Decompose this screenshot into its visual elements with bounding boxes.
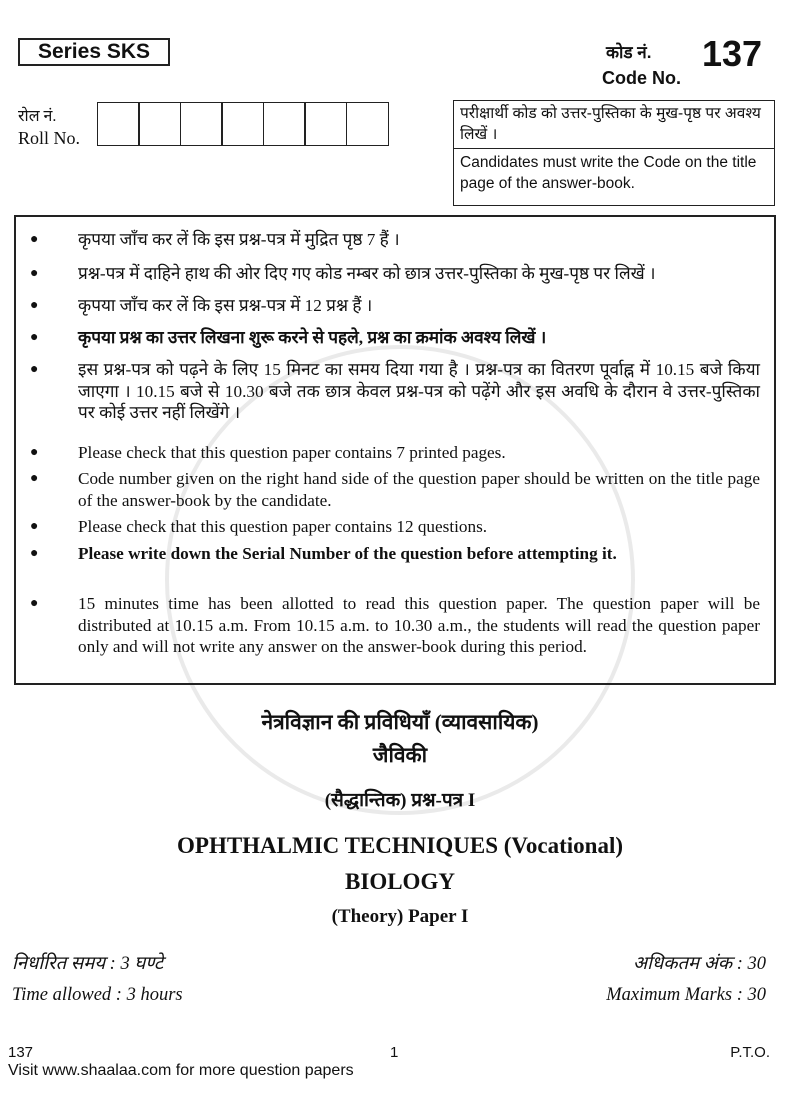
roll-box[interactable] bbox=[138, 102, 181, 146]
roll-box[interactable] bbox=[221, 102, 264, 146]
instruction-item: ● प्रश्न-पत्र में दाहिने हाथ की ओर दिए गए कोड नम्बर को छात्र उत्तर-पुस्तिका के मुख-पृष्ठ पर लिखें । bbox=[30, 264, 656, 283]
footer-visit-link[interactable]: Visit www.shaalaa.com for more question papers bbox=[8, 1062, 354, 1079]
roll-box[interactable] bbox=[304, 102, 347, 146]
max-marks-english: Maximum Marks : 30 bbox=[606, 985, 766, 1005]
instruction-item: ● Please check that this question paper contains 12 questions. bbox=[30, 517, 488, 536]
title-english-line2: BIOLOGY bbox=[345, 869, 455, 894]
candidate-note-box bbox=[453, 100, 775, 206]
candidate-note-hindi: परीक्षार्थी कोड को उत्तर-पुस्तिका के मुख-पृष्ठ पर अवश्य लिखें । bbox=[454, 103, 774, 149]
roll-box[interactable] bbox=[263, 102, 306, 146]
title-english-line3: (Theory) Paper I bbox=[331, 906, 469, 927]
roll-number-boxes[interactable] bbox=[98, 102, 389, 146]
instructions-box bbox=[14, 215, 776, 685]
max-marks-hindi: अधिकतम अंक : 30 bbox=[633, 954, 766, 974]
roll-label-hindi: रोल नं. bbox=[18, 108, 57, 125]
instruction-item: ● 15 minutes time has been allotted to read this question paper. The question paper will be distributed at 10.15 a.m. From 10.15 a.m. to 10.30 a.m., the students will read the question paper only and will not write any answer on the answer-book during this period. bbox=[30, 594, 760, 656]
footer-page-number: 1 bbox=[390, 1044, 399, 1061]
roll-label-english: Roll No. bbox=[18, 128, 81, 148]
instruction-item: ● कृपया जाँच कर लें कि इस प्रश्न-पत्र में मुद्रित पृष्ठ 7 हैं । bbox=[30, 230, 400, 249]
code-number: 137 bbox=[702, 33, 763, 74]
instruction-item: ● Please write down the Serial Number of the question before attempting it. bbox=[30, 544, 617, 563]
title-hindi-line3: (सैद्धान्तिक) प्रश्न-पत्र I bbox=[324, 790, 476, 811]
instruction-item: ● Code number given on the right hand side of the question paper should be written on the title page of the answer-book by the candidate. bbox=[30, 469, 760, 510]
roll-box[interactable] bbox=[180, 102, 223, 146]
candidate-note-english: Candidates must write the Code on the title page of the answer-book. bbox=[460, 154, 757, 192]
roll-box[interactable] bbox=[346, 102, 389, 146]
instruction-item: ● कृपया प्रश्न का उत्तर लिखना शुरू करने से पहले, प्रश्न का क्रमांक अवश्य लिखें । bbox=[30, 328, 547, 347]
roll-box[interactable] bbox=[97, 102, 140, 146]
instruction-item: ● इस प्रश्न-पत्र को पढ़ने के लिए 15 मिनट का समय दिया गया है । प्रश्न-पत्र का वितरण पूर्वाह्न में 10.15 बजे किया जाएगा । 10.15 बजे से 10.30 बजे तक छात्र केवल प्रश्न-पत्र को पढ़ेंगे और इस अवधि के दौरान वे उत्तर-पुस्तिका पर कोई उत्तर नहीं लिखेंगे । bbox=[30, 360, 760, 422]
title-hindi-line2: जैविकी bbox=[372, 743, 428, 767]
instruction-item: ● Please check that this question paper contains 7 printed pages. bbox=[30, 443, 506, 462]
title-hindi-line1: नेत्रविज्ञान की प्रविधियाँ (व्यावसायिक) bbox=[261, 710, 539, 734]
instruction-item: ● कृपया जाँच कर लें कि इस प्रश्न-पत्र में 12 प्रश्न हैं । bbox=[30, 296, 373, 315]
time-allowed-hindi: निर्धारित समय : 3 घण्टे bbox=[12, 954, 164, 974]
code-label-english: Code No. bbox=[602, 68, 681, 88]
series-label: Series SKS bbox=[18, 38, 170, 66]
time-allowed-english: Time allowed : 3 hours bbox=[12, 985, 183, 1005]
footer-pto: P.T.O. bbox=[730, 1044, 770, 1061]
footer-code: 137 bbox=[8, 1044, 34, 1061]
code-label-hindi: कोड नं. bbox=[606, 43, 652, 62]
title-english-line1: OPHTHALMIC TECHNIQUES (Vocational) bbox=[177, 833, 623, 858]
